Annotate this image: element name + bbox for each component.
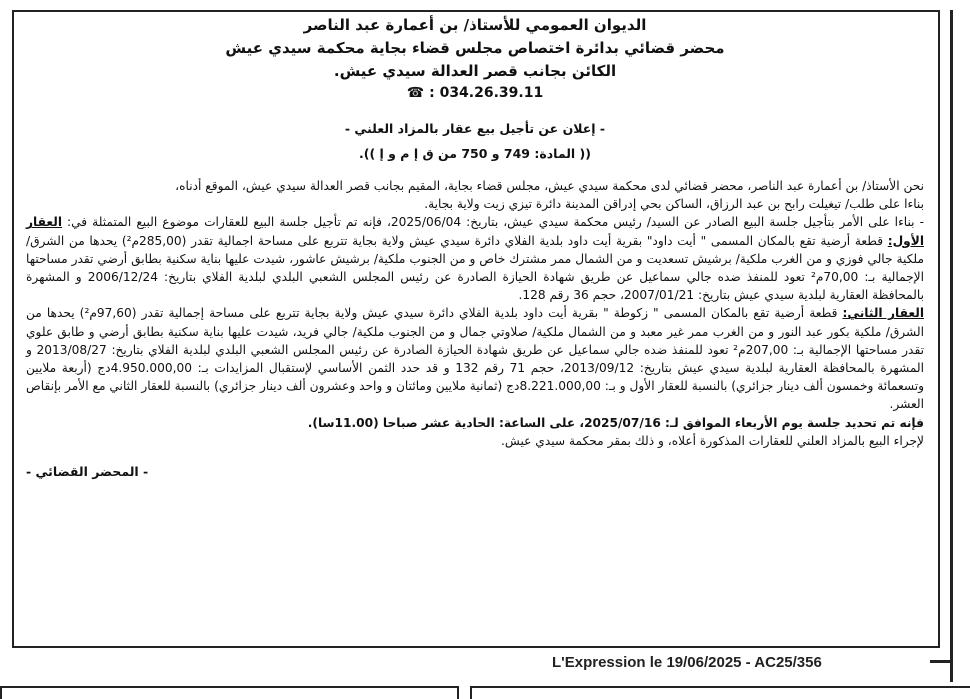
bailiff-signature: - المحضر القضائي -: [26, 464, 149, 480]
phone-number: 034.26.39.11 :: [429, 85, 544, 101]
session-date-paragraph: فإنه تم تحديد جلسة يوم الأربعاء الموافق لـ: 2025/07/16، على الساعة: الحادية عشر صباحا (11.00سا).: [307, 415, 924, 430]
frame-right-rule: [950, 10, 953, 682]
postponement-text: - بناءا على الأمر بتأجيل جلسة البيع الصادر عن السيد/ رئيس محكمة سيدي عيش، بتاريخ: 2025/06/04، فإنه تم تأجيل جلسة البيع للعقارات موضوع البيع المتمثلة في:: [67, 215, 925, 230]
next-ad-border-left: [0, 686, 459, 699]
lot2-paragraph: [26, 304, 924, 413]
office-address: الكائن بجانب قصر العدالة سيدي عيش.: [333, 62, 617, 80]
next-ad-border-right: [470, 686, 970, 699]
postponement-paragraph: [26, 213, 924, 304]
announcement-body: [26, 177, 924, 450]
frame-bottom-rule: [930, 660, 950, 663]
lot2-description: قطعة أرضية تقع بالمكان المسمى " زكوطة " بقرية أيت داود بلدية الفلاي دائرة سيدي عيش ولاية بجاية تتربع على مساحة إجمالية تقدر (97,60م²) يحدها من الشرق/ ملكية بكور عبد النور و من الغرب ممر غير معبد و من الشمال ملكية/ صلاوتي جمال و من الجنوب ملكية/ جالي فريد، شيدت عليها بناية سكنية بطابق أرضي و طابق علوي تقدر مساحتها الإجمالية بـ: 207,00م² تعود للمنفذ ضده جالي سماعيل عن طريق شهادة الحيازة الصادرة عن رئيس المجلس الشعبي البلدي لبلدية الفلاي بتاريخ: 2013/08/27 و المشهرة بالمحافظة العقارية لبلدية سيدي عيش بتاريخ: 2013/09/12، حجم 71 رقم 132 و قد حدد الثمن الأساسي لإستقبال المزايدات بـ: 4.950.000,00دج (أربعة ملايين وتسعمائة وخمسون ألف دينار جزائري) بالنسبة للعقار الأول و بـ: 8.221.000,00دج (ثمانية ملايين ومائتان و واحد وعشرون ألف دينار جزائري) بالنسبة للعقار الثاني مع الأمر بإنقاص العشر.: [26, 306, 924, 412]
telephone-icon: ☎: [406, 85, 425, 101]
announcement-content: [26, 14, 924, 479]
request-paragraph: بناءا على طلب/ تيغيلت رابح بن عبد الرزاق، الساكن بحي إدراقن المدينة دائرة تيزي زيت ولاية بجاية.: [424, 197, 924, 212]
sale-location-paragraph: لإجراء البيع بالمزاد العلني للعقارات المذكورة أعلاه، و ذلك بمقر محكمة سيدي عيش.: [501, 433, 924, 448]
lot2-label: العقار الثاني:: [842, 306, 925, 321]
bailiff-intro: نحن الأستاذ/ بن أعمارة عبد الناصر، محضر قضائي لدى محكمة سيدي عيش، مجلس قضاء بجاية، المقيم بجانب قصر العدالة سيدي عيش، الموقع أدناه،: [175, 179, 924, 193]
office-jurisdiction: محضر قضائي بدائرة اختصاص مجلس قضاء بجاية محكمة سيدي عيش: [225, 39, 725, 57]
announcement-title: - إعلان عن تأجيل بيع عقار بالمزاد العلني -: [344, 121, 606, 136]
publication-reference: L'Expression le 19/06/2025 - AC25/356: [552, 654, 822, 671]
office-name: الديوان العمومي للأستاذ/ بن أعمارة عبد الناصر: [303, 16, 647, 34]
lot1-label: العقار الأول:: [26, 215, 924, 248]
legal-reference: (( المادة: 749 و 750 من ق إ م و إ )).: [359, 146, 591, 161]
lot1-description: قطعة أرضية تقع بالمكان المسمى " أيت داود" بقرية أيت داود بلدية الفلاي دائرة سيدي عيش ولاية بجاية تتربع على مساحة اجمالية تقدر (285,00م²) يحدها من الشرق/ ملكية جالي فوزي و من الغرب ملكية/ برشيش تسعديت و من الشمال ممر مشترك خاص و من الجنوب ملكية/ برشيش عاشور، شيدت عليها بناية سكنية بطابق أرضي تقدر مساحتها الإجمالية بـ: 70,00م² تعود للمنفذ ضده جالي سماعيل عن طريق شهادة الحيازة الصادرة عن رئيس المجلس الشعبي البلدي لبلدية الفلاي بتاريخ: 2006/12/24 و المشهرة بالمحافظة العقارية لبلدية سيدي عيش بتاريخ: 2007/01/21، حجم 36 رقم 128.: [26, 233, 924, 303]
office-phone: [26, 85, 924, 101]
